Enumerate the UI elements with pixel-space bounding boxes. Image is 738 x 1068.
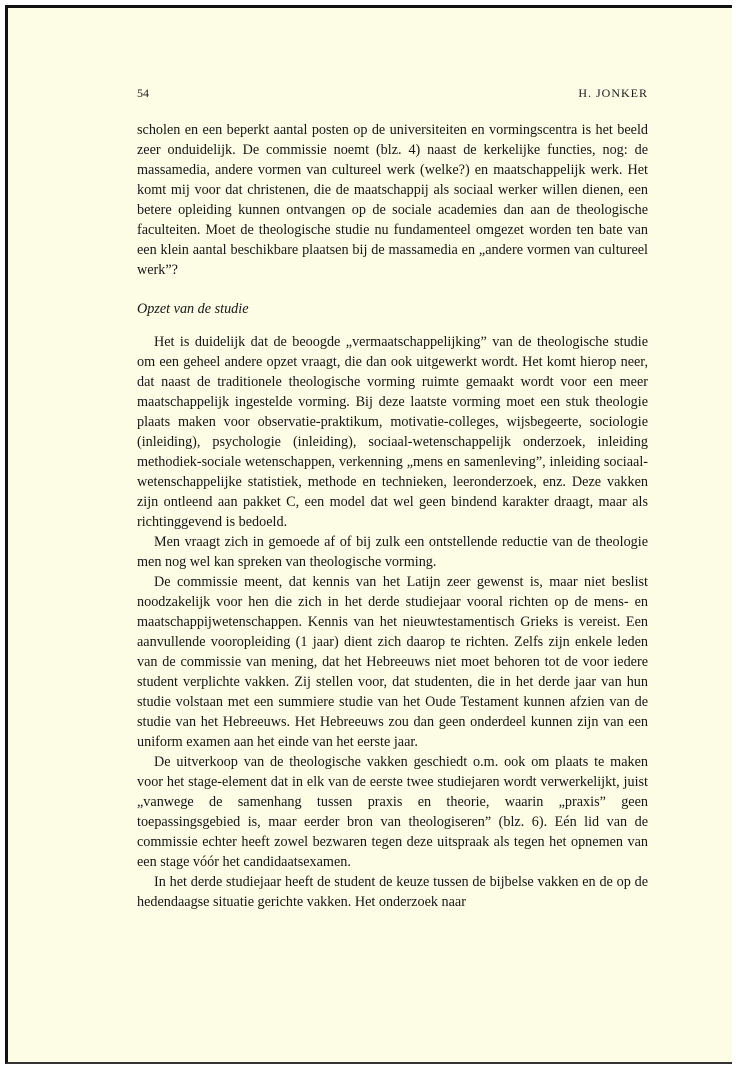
paragraph-6: In het derde studiejaar heeft de student de keuze tussen de bijbelse vakken en de op de hedendaagse situatie gerichte vakken. Het onderzoek naar xyxy=(137,874,648,910)
section-heading: Opzet van de studie xyxy=(137,301,249,317)
page-number: 54 xyxy=(137,86,149,100)
paragraph-1: scholen en een beperkt aantal posten op de universiteiten en vormingscentra is het beeld zeer onduidelijk. De commissie noemt (blz. 4) naast de kerkelijke functies, nog: de massamedia, andere vormen van cultureel werk (welke?) en maatschappelijk werk. Het komt mij voor dat christenen, die de maatschappij als sociaal werker willen dienen, een betere opleiding kunnen ontvangen op de sociale academies dan aan de theologische faculteiten. Moet de theologische studie nu fundamenteel omgezet worden ten bate van een klein aantal beschikbare plaatsen bij de massamedia en „andere vormen van cultureel werk”? xyxy=(137,122,648,278)
paragraph-5: De uitverkoop van de theologische vakken geschiedt o.m. ook om plaats te maken voor het stage-element dat in elk van de eerste twee studiejaren wordt verwerkelijkt, juist „vanwege de samenhang tussen praxis en theorie, waarin „praxis” geen toepassingsgebied is, maar eerder bron van theologiseren” (blz. 6). Eén lid van de commissie echter heeft zowel bezwaren tegen deze uitspraak als tegen het opnemen van een stage vóór het candidaatsexamen. xyxy=(137,754,648,870)
paragraph-3: Men vraagt zich in gemoede af of bij zulk een ontstellende reductie van de theologie men nog wel kan spreken van theologische vorming. xyxy=(137,534,648,570)
body-text xyxy=(137,120,648,912)
paragraph-4: De commissie meent, dat kennis van het Latijn zeer gewenst is, maar niet beslist noodzakelijk voor hen die zich in het derde studiejaar vooral richten op de mens- en maatschappijwetenschappen. Kennis van het nieuwtestamentisch Grieks is vereist. Een aanvullende vooropleiding (1 jaar) dient zich daarop te richten. Zelfs zijn enkele leden van de commissie van mening, dat het Hebreeuws niet moet behoren tot de voor iedere student verplichte vakken. Zij stellen voor, dat studenten, die in het derde jaar van hun studie volstaan met een summiere studie van het Oude Testament kunnen afzien van de studie van het Hebreeuws. Het Hebreeuws zou dan geen onderdeel kunnen zijn van een uniform examen aan het einde van het eerste jaar. xyxy=(137,574,648,750)
paragraph-2: Het is duidelijk dat de beoogde „vermaatschappelijking” van de theologische studie om een geheel andere opzet vraagt, die dan ook uitgewerkt wordt. Het komt hierop neer, dat naast de traditionele theologische vorming ruimte gemaakt wordt voor een meer maatschappelijk ingestelde vorming. Bij deze laatste vorming moet een stuk theologie plaats maken voor observatie-praktikum, motivatie-colleges, wijsbegeerte, sociologie (inleiding), psychologie (inleiding), sociaal-wetenschappelijk onderzoek, inleiding methodiek-sociale wetenschappen, verkenning „mens en samenleving”, inleiding sociaal-wetenschappelijke statistiek, methode en technieken, leeronderzoek, enz. Deze vakken zijn ontleend aan pakket C, een model dat wel geen bindend karakter draagt, maar als richtinggevend is bedoeld. xyxy=(137,334,648,530)
running-head: H. JONKER xyxy=(578,86,648,100)
scanned-page xyxy=(5,5,732,1064)
